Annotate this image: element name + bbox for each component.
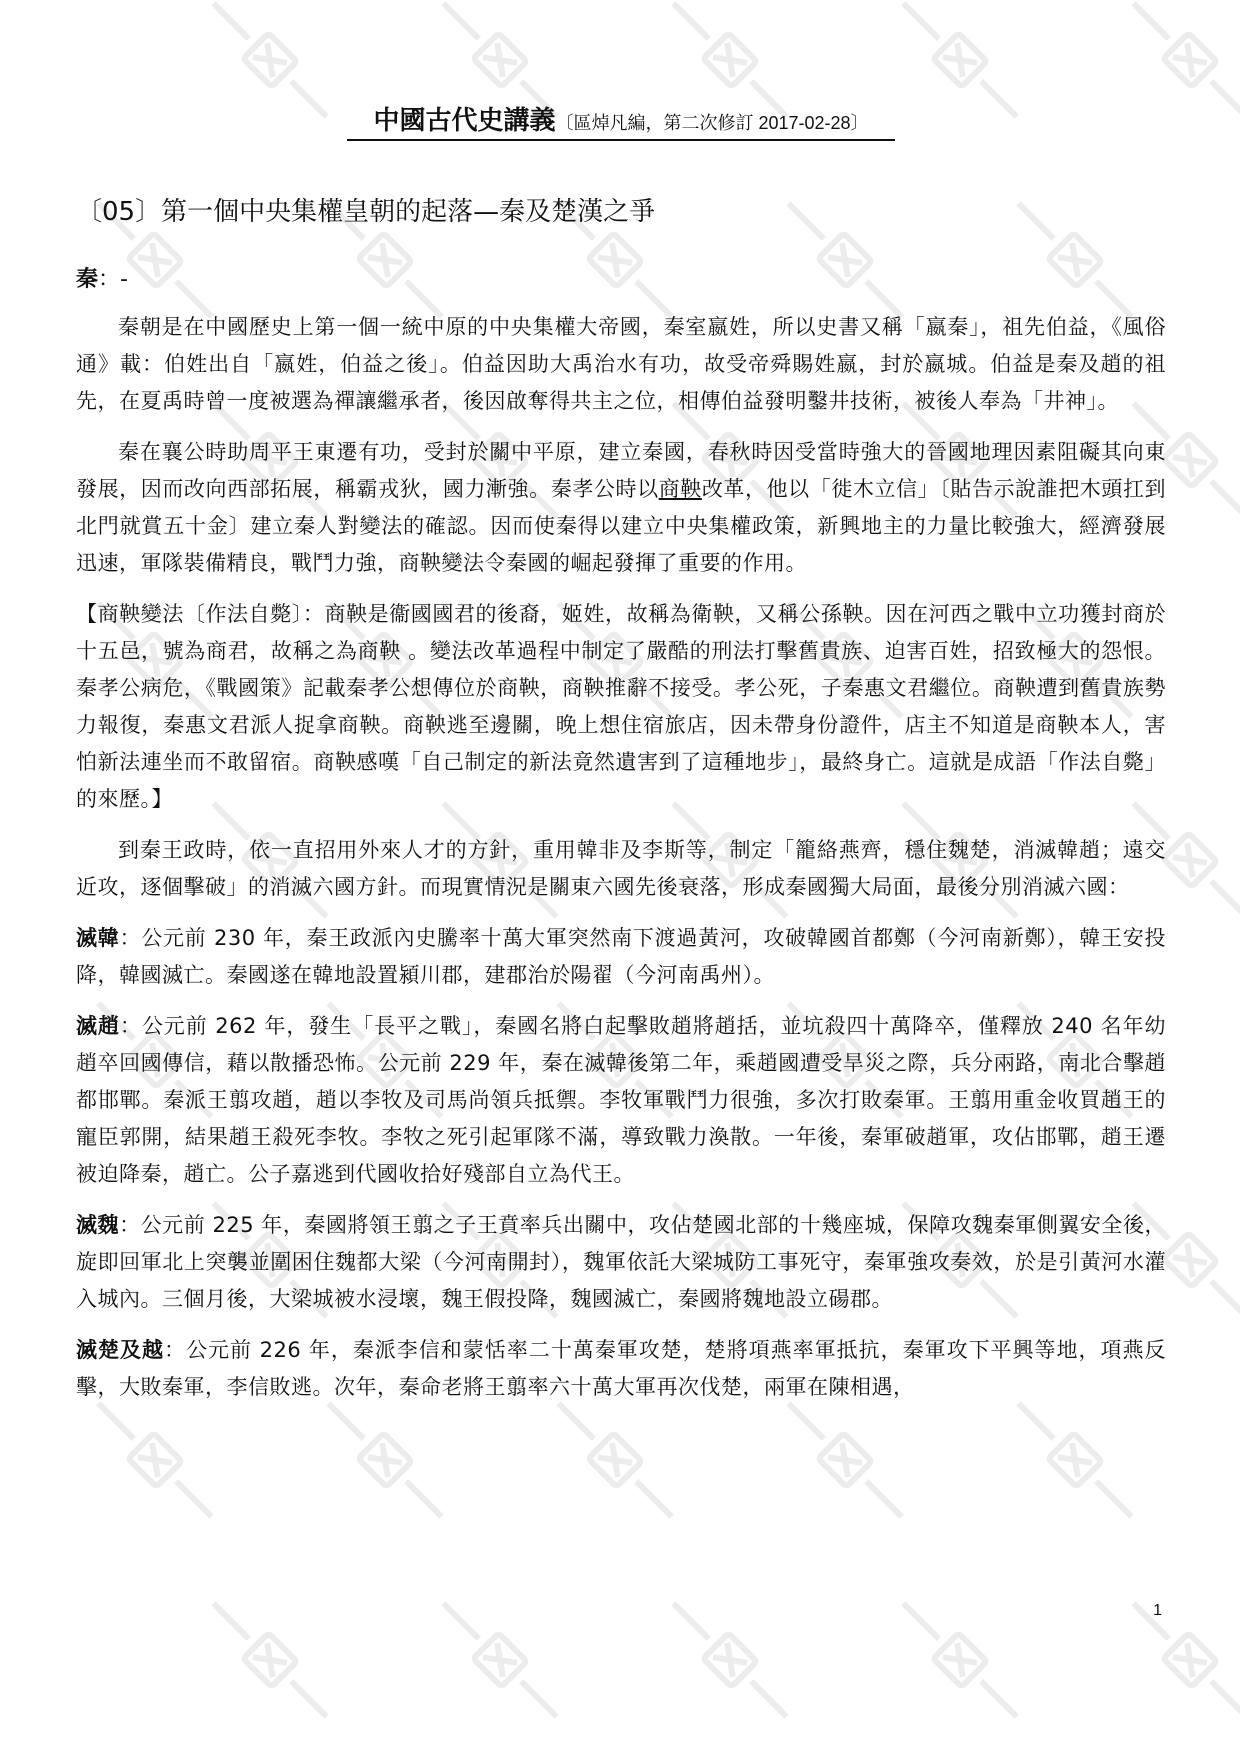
watermark-logo-icon: [170, 1560, 370, 1760]
paragraph-2-part-a: 秦在襄公時助周平王東遷有功，受封於關中平原，建立秦國，春秋時因受當時強大的晉國地理因素阻礙其向東發展，因而改向西部拓展，稱霸戎狄，國力漸強。秦孝公時以: [76, 440, 1166, 501]
keyword-mie-han: 滅韓: [76, 926, 120, 950]
header-underline: [347, 100, 894, 141]
keyword-mie-wei: 滅魏: [76, 1213, 120, 1237]
paragraph-7-text: ：公元前 225 年，秦國將領王翦之子王賁率兵出關中，攻佔楚國北部的十幾座城，保障攻魏秦軍側翼安全後，旋即回軍北上突襲並圍困住魏都大梁（今河南開封），魏軍依託大梁城防工事死守，秦軍強攻奏效，於是引黃河水灌入城內。三個月後，大梁城被水浸壞，魏王假投降，魏國滅亡，秦國將魏地設立碭郡。: [76, 1213, 1167, 1311]
chapter-title: 〔05〕第一個中央集權皇朝的起落—秦及楚漢之爭: [76, 197, 656, 227]
document-header: [76, 100, 1166, 141]
paragraph-8-text: ：公元前 226 年，秦派李信和蒙恬率二十萬秦軍攻楚，楚將項燕率軍抵抗，秦軍攻下平興等地，項燕反擊，大敗秦軍，李信敗逃。次年，秦命老將王翦率六十萬大軍再次伐楚，兩軍在陳相遇，: [76, 1338, 1166, 1399]
page-number: 1: [1153, 1602, 1162, 1619]
paragraph-5: [76, 920, 1166, 994]
section-heading-text: 秦: [76, 267, 99, 292]
section-heading-suffix: ：-: [98, 267, 128, 292]
paragraph-8: [76, 1332, 1166, 1406]
paragraph-1: 秦朝是在中國歷史上第一個一統中原的中央集權大帝國，秦室嬴姓，所以史書又稱「嬴秦」，祖先伯益，《風俗通》載：伯姓出自「嬴姓，伯益之後」。伯益因助大禹治水有功，故受帝舜賜姓嬴，封於嬴城。伯益是秦及趙的祖先，在夏禹時曾一度被選為禪讓繼承者，後因啟奪得共主之位，相傳伯益發明鑿井技術，被後人奉為「井神」。: [76, 315, 1166, 413]
paragraph-3-note: 【商鞅變法〔作法自斃〕：商鞅是衞國國君的後裔，姬姓，故稱為衛鞅，又稱公孫鞅。因在河西之戰中立功獲封商於十五邑，號為商君，故稱之為商鞅 。變法改革過程中制定了嚴酷的刑法打擊舊貴族、迫害百姓，招致極大的怨恨。秦孝公病危，《戰國策》記載秦孝公想傳位於商鞅，商鞅推辭不接受。孝公死，子秦惠文君繼位。商鞅遭到舊貴族勢力報復，秦惠文君派人捉拿商鞅。商鞅逃至邊關，晚上想住宿旅店，因未帶身份證件，店主不知道是商鞅本人，害怕新法連坐而不敢留宿。商鞅感嘆「自己制定的新法竟然遺害到了這種地步」，最終身亡。這就是成語「作法自斃」的來歷。】: [76, 602, 1166, 811]
paragraph-6: [76, 1008, 1166, 1193]
document-page: [76, 100, 1166, 1420]
paragraph-4: 到秦王政時，依一直招用外來人才的方針，重用韓非及李斯等，制定「籠絡燕齊，穩住魏楚，消滅韓趙；遠交近攻，逐個擊破」的消滅六國方針。而現實情況是關東六國先後衰落，形成秦國獨大局面，最後分別消滅六國：: [76, 838, 1166, 899]
document-subtitle: 〔區焯凡編，第二次修訂 2017-02-28〕: [555, 113, 869, 133]
keyword-mie-chu-yue: 滅楚及越: [76, 1338, 164, 1362]
underlined-term: 商鞅: [658, 477, 702, 501]
paragraph-2-part-b: 改革，他以「徙木立信」〔貼告示說誰把木頭扛到北門就賞五十金〕建立秦人對變法的確認。因而使秦得以建立中央集權政策，新興地主的力量比較強大，經濟發展迅速，軍隊裝備精良，戰鬥力強，商鞅變法令秦國的崛起發揮了重要的作用。: [76, 477, 1167, 575]
paragraph-7: [76, 1207, 1166, 1318]
document-title: 中國古代史講義: [373, 106, 556, 136]
paragraph-6-text: ：公元前 262 年，發生「長平之戰」，秦國名將白起擊敗趙將趙括，並坑殺四十萬降卒，僅釋放 240 名年幼趙卒回國傳信，藉以散播恐怖。公元前 229 年，秦在滅韓後第二年，乘趙國遭受旱災之際，兵分兩路，南北合擊趙都邯鄲。秦派王翦攻趙，趙以李牧及司馬尚領兵抵禦。李牧軍戰鬥力很強，多次打敗秦軍。王翦用重金收買趙王的寵臣郭開，結果趙王殺死李牧。李牧之死引起軍隊不滿，導致戰力渙散。一年後，秦軍破趙軍，攻佔邯鄲，趙王遷被迫降秦，趙亡。公子嘉逃到代國收拾好殘部自立為代王。: [76, 1014, 1166, 1186]
watermark-logo-icon: [860, 1560, 1060, 1760]
watermark-logo-icon: [1090, 1560, 1240, 1760]
keyword-mie-zhao: 滅趙: [76, 1014, 120, 1038]
paragraph-2: [76, 434, 1166, 582]
watermark-logo-icon: [630, 1560, 830, 1760]
paragraph-5-text: ：公元前 230 年，秦王政派內史騰率十萬大軍突然南下渡過黃河，攻破韓國首都鄭（今河南新鄭），韓王安投降，韓國滅亡。秦國遂在韓地設置潁川郡，建郡治於陽翟（今河南禹州）。: [76, 926, 1166, 987]
section-heading: [76, 262, 1166, 293]
watermark-logo-icon: [400, 1560, 600, 1760]
